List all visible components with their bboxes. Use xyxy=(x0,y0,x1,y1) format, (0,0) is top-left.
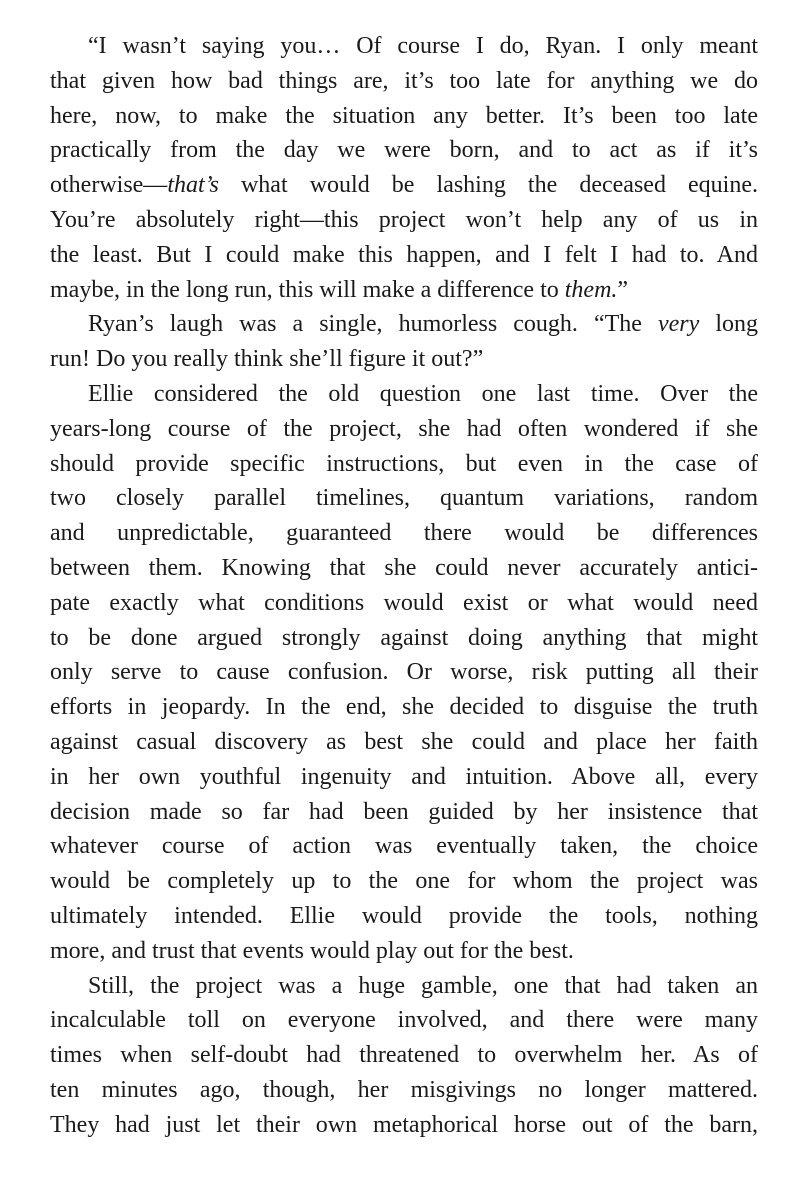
text-line xyxy=(50,99,758,134)
text-line xyxy=(50,133,758,168)
text-run: against casual discovery as best she could and place her faith xyxy=(50,728,758,755)
text-line xyxy=(50,412,758,447)
text-line xyxy=(50,238,758,273)
text-line xyxy=(50,273,758,308)
text-run: times when self-doubt had threatened to overwhelm her. As of xyxy=(50,1042,758,1069)
text-line xyxy=(50,29,758,64)
text-line xyxy=(50,829,758,864)
italic-text-run: that’s xyxy=(167,172,219,199)
text-line xyxy=(50,447,758,482)
page-text xyxy=(50,29,758,1143)
text-line xyxy=(50,516,758,551)
text-line xyxy=(50,203,758,238)
paragraph xyxy=(50,307,758,377)
text-line xyxy=(50,307,758,342)
text-run: more, and trust that events would play out for the best. xyxy=(50,937,574,964)
text-line xyxy=(50,1108,758,1143)
text-run: Still, the project was a huge gamble, one that had taken an xyxy=(88,972,758,999)
text-line xyxy=(50,690,758,725)
text-line xyxy=(50,969,758,1004)
text-line xyxy=(50,1038,758,1073)
text-run: what would be lashing the deceased equine. xyxy=(218,172,758,199)
text-line xyxy=(50,760,758,795)
text-line xyxy=(50,342,758,377)
text-run: whatever course of action was eventually taken, the choice xyxy=(50,833,758,860)
paragraph xyxy=(50,969,758,1143)
text-run: would be completely up to the one for whom the project was xyxy=(50,868,758,895)
text-run: to be done argued strongly against doing anything that might xyxy=(50,624,758,651)
paragraph xyxy=(50,29,758,307)
text-run: pate exactly what conditions would exist or what would need xyxy=(50,589,758,616)
text-run: efforts in jeopardy. In the end, she decided to disguise the truth xyxy=(50,694,758,721)
paragraph xyxy=(50,377,758,969)
text-run: ten minutes ago, though, her misgivings no longer mattered. xyxy=(50,1076,758,1103)
text-line xyxy=(50,864,758,899)
text-run: practically from the day we were born, and to act as if it’s xyxy=(50,137,758,164)
text-run: that given how bad things are, it’s too late for anything we do xyxy=(50,67,758,94)
text-line xyxy=(50,725,758,760)
text-line xyxy=(50,168,758,203)
text-run: incalculable toll on everyone involved, and there were many xyxy=(50,1007,758,1034)
text-run: the least. But I could make this happen, and I felt I had to. And xyxy=(50,241,758,268)
text-run: in her own youthful ingenuity and intuition. Above all, every xyxy=(50,763,758,790)
text-line xyxy=(50,795,758,830)
text-line xyxy=(50,621,758,656)
text-run: should provide specific instructions, but even in the case of xyxy=(50,450,758,477)
text-run: They had just let their own metaphorical horse out of the barn, xyxy=(50,1111,758,1138)
text-run: run! Do you really think she’ll figure it out?” xyxy=(50,346,484,373)
text-run: only serve to cause confusion. Or worse, risk putting all their xyxy=(50,659,758,686)
text-run: Ellie considered the old question one last time. Over the xyxy=(88,380,758,407)
text-line xyxy=(50,934,758,969)
text-run: two closely parallel timelines, quantum variations, random xyxy=(50,485,758,512)
text-run: Ryan’s laugh was a single, humorless cough. “The xyxy=(88,311,658,338)
text-line xyxy=(50,1003,758,1038)
text-line xyxy=(50,64,758,99)
italic-text-run: them. xyxy=(564,276,618,303)
text-line xyxy=(50,481,758,516)
text-run: otherwise— xyxy=(50,172,168,199)
text-run: and unpredictable, guaranteed there would be differences xyxy=(50,520,758,547)
text-run: years-long course of the project, she had often wondered if she xyxy=(50,415,758,442)
text-line xyxy=(50,551,758,586)
text-run: You’re absolutely right—this project won’t help any of us in xyxy=(50,206,758,233)
text-run: “I wasn’t saying you… Of course I do, Ryan. I only meant xyxy=(88,33,758,59)
text-line xyxy=(50,586,758,621)
text-run: here, now, to make the situation any better. It’s been too late xyxy=(50,102,758,129)
text-run: ultimately intended. Ellie would provide the tools, nothing xyxy=(50,902,758,929)
text-run: decision made so far had been guided by her insistence that xyxy=(50,798,758,825)
text-run: long xyxy=(699,311,758,338)
text-run: ” xyxy=(617,276,629,303)
text-line xyxy=(50,655,758,690)
text-line xyxy=(50,899,758,934)
text-run: maybe, in the long run, this will make a difference to xyxy=(50,276,565,303)
text-line xyxy=(50,377,758,412)
text-line xyxy=(50,1073,758,1108)
italic-text-run: very xyxy=(657,311,700,338)
text-run: between them. Knowing that she could never accurately antici- xyxy=(50,554,758,581)
